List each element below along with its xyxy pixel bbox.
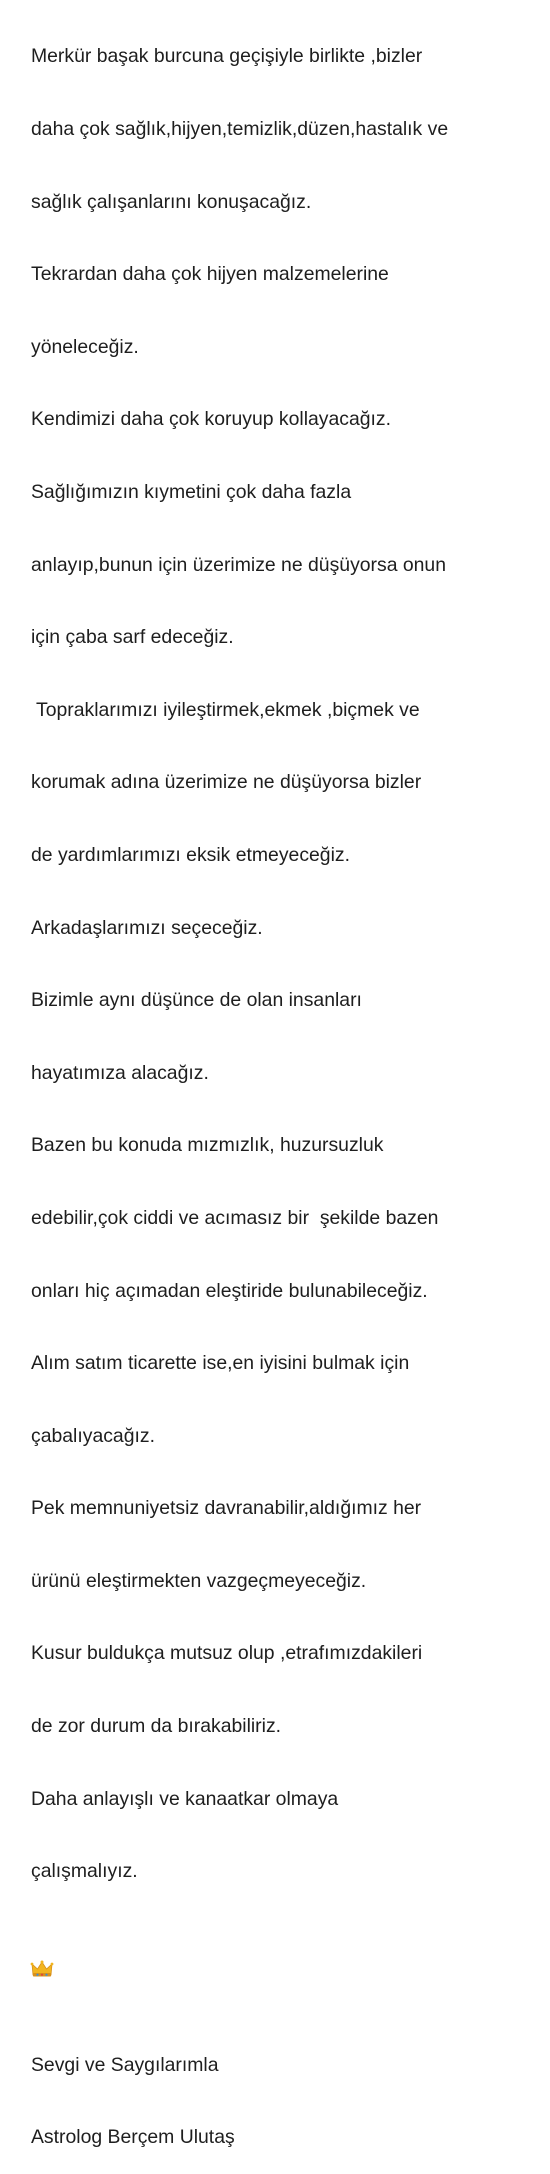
crown-gem-blue bbox=[45, 1974, 47, 1976]
text-line: Kendimizi daha çok koruyup kollayacağız. bbox=[31, 408, 391, 431]
text-line: yöneleceğiz. bbox=[31, 335, 139, 358]
text-line: çalışmalıyız. bbox=[31, 1860, 138, 1883]
text-line: ürünü eleştirmekten vazgeçmeyeceğiz. bbox=[31, 1569, 367, 1592]
note-text bbox=[31, 0, 546, 2174]
text-line: Daha anlayışlı ve kanaatkar olmaya bbox=[31, 1787, 339, 1810]
text-line: Merkür başak burcuna geçişiyle birlikte ,bizler bbox=[31, 45, 423, 68]
text-line: hayatımıza alacağız. bbox=[31, 1061, 209, 1084]
text-line: de yardımlarımızı eksik etmeyeceğiz. bbox=[31, 843, 350, 866]
text-line: korumak adına üzerimize ne düşüyorsa bizler bbox=[31, 771, 422, 794]
crown-gem-blue bbox=[36, 1974, 38, 1976]
crown-jewel bbox=[41, 1961, 44, 1964]
crown-emoji-icon bbox=[31, 1960, 53, 1978]
text-line: için çaba sarf edeceğiz. bbox=[31, 626, 234, 649]
text-line: Bazen bu konuda mızmızlık, huzursuzluk bbox=[31, 1134, 384, 1157]
signature-name: Astrolog Berçem Ulutaş bbox=[31, 2126, 235, 2149]
text-line: çabalıyacağız. bbox=[31, 1424, 155, 1447]
text-line: onları hiç açımadan eleştiride bulunabileceğiz. bbox=[31, 1279, 428, 1302]
crown-gem-red bbox=[41, 1974, 43, 1976]
crown-jewel bbox=[51, 1963, 54, 1966]
text-line: Pek memnuniyetsiz davranabilir,aldığımız her bbox=[31, 1497, 422, 1520]
crown-jewel bbox=[31, 1963, 34, 1966]
text-line: edebilir,çok ciddi ve acımasız bir şekilde bazen bbox=[31, 1206, 439, 1229]
text-line: Bizimle aynı düşünce de olan insanları bbox=[31, 989, 362, 1012]
text-line: daha çok sağlık,hijyen,temizlik,düzen,hastalık ve bbox=[31, 118, 449, 140]
text-line: Tekrardan daha çok hijyen malzemelerine bbox=[31, 263, 389, 286]
text-line: Topraklarımızı iyileştirmek,ekmek ,biçmek ve bbox=[31, 698, 420, 721]
text-line: Kusur buldukça mutsuz olup ,etrafımızdakileri bbox=[31, 1642, 423, 1665]
text-line: anlayıp,bunun için üzerimize ne düşüyorsa onun bbox=[31, 553, 447, 576]
text-line: Sağlığımızın kıymetini çok daha fazla bbox=[31, 480, 352, 503]
text-line: sağlık çalışanlarını konuşacağız. bbox=[31, 190, 312, 213]
crown-emoji-row bbox=[31, 1956, 546, 1980]
text-line: Arkadaşlarımızı seçeceğiz. bbox=[31, 916, 263, 939]
text-line: Alım satım ticarette ise,en iyisini bulmak için bbox=[31, 1352, 410, 1375]
text-line: de zor durum da bırakabiliriz. bbox=[31, 1715, 282, 1738]
signature-closing: Sevgi ve Saygılarımla bbox=[31, 2053, 219, 2076]
